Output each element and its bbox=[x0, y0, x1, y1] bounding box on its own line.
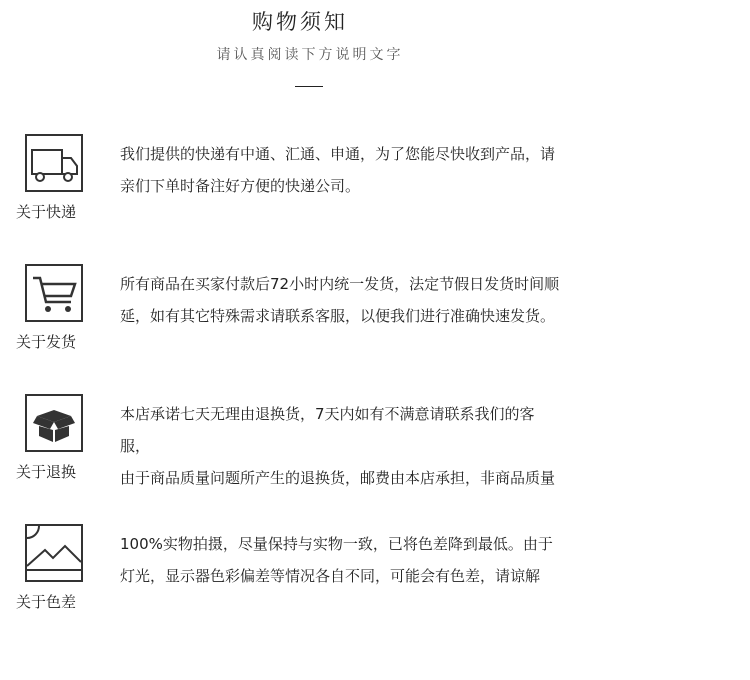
section-text bbox=[120, 398, 610, 494]
text-line: 灯光，显示器色彩偏差等情况各自不同，可能会有色差，请谅解 bbox=[120, 567, 541, 585]
section-color-difference bbox=[0, 524, 750, 634]
truck-icon bbox=[25, 134, 83, 192]
text-line: 100%实物拍摄，尽量保持与实物一致，已将色差降到最低。由于 bbox=[120, 535, 553, 553]
shopping-cart-icon bbox=[25, 264, 83, 322]
section-label: 关于色差 bbox=[16, 593, 77, 611]
section-returns bbox=[0, 394, 750, 504]
page-title: 购物须知 bbox=[252, 10, 348, 34]
text-line: 服， bbox=[120, 437, 151, 455]
package-box-icon bbox=[25, 394, 83, 452]
section-text bbox=[120, 138, 610, 202]
text-line: 本店承诺七天无理由退换货，7天内如有不满意请联系我们的客 bbox=[120, 405, 535, 423]
section-text bbox=[120, 268, 610, 332]
text-line: 延，如有其它特殊需求请联系客服，以便我们进行准确快速发货。 bbox=[120, 307, 556, 325]
landscape-image-icon bbox=[25, 524, 83, 582]
text-line: 亲们下单时备注好方便的快递公司。 bbox=[120, 177, 361, 195]
section-dispatch bbox=[0, 264, 750, 374]
text-line: 所有商品在买家付款后72小时内统一发货，法定节假日发货时间顺 bbox=[120, 275, 560, 293]
section-label: 关于快递 bbox=[16, 203, 77, 221]
text-line: 我们提供的快递有中通、汇通、申通，为了您能尽快收到产品，请 bbox=[120, 145, 556, 163]
text-line: 由于商品质量问题所产生的退换货，邮费由本店承担，非商品质量 bbox=[120, 469, 556, 487]
section-shipping bbox=[0, 134, 750, 244]
section-text bbox=[120, 528, 610, 592]
title-divider bbox=[295, 86, 323, 87]
section-label: 关于发货 bbox=[16, 333, 77, 351]
page-subtitle: 请认真阅读下方说明文字 bbox=[216, 47, 404, 63]
section-label: 关于退换 bbox=[16, 463, 77, 481]
